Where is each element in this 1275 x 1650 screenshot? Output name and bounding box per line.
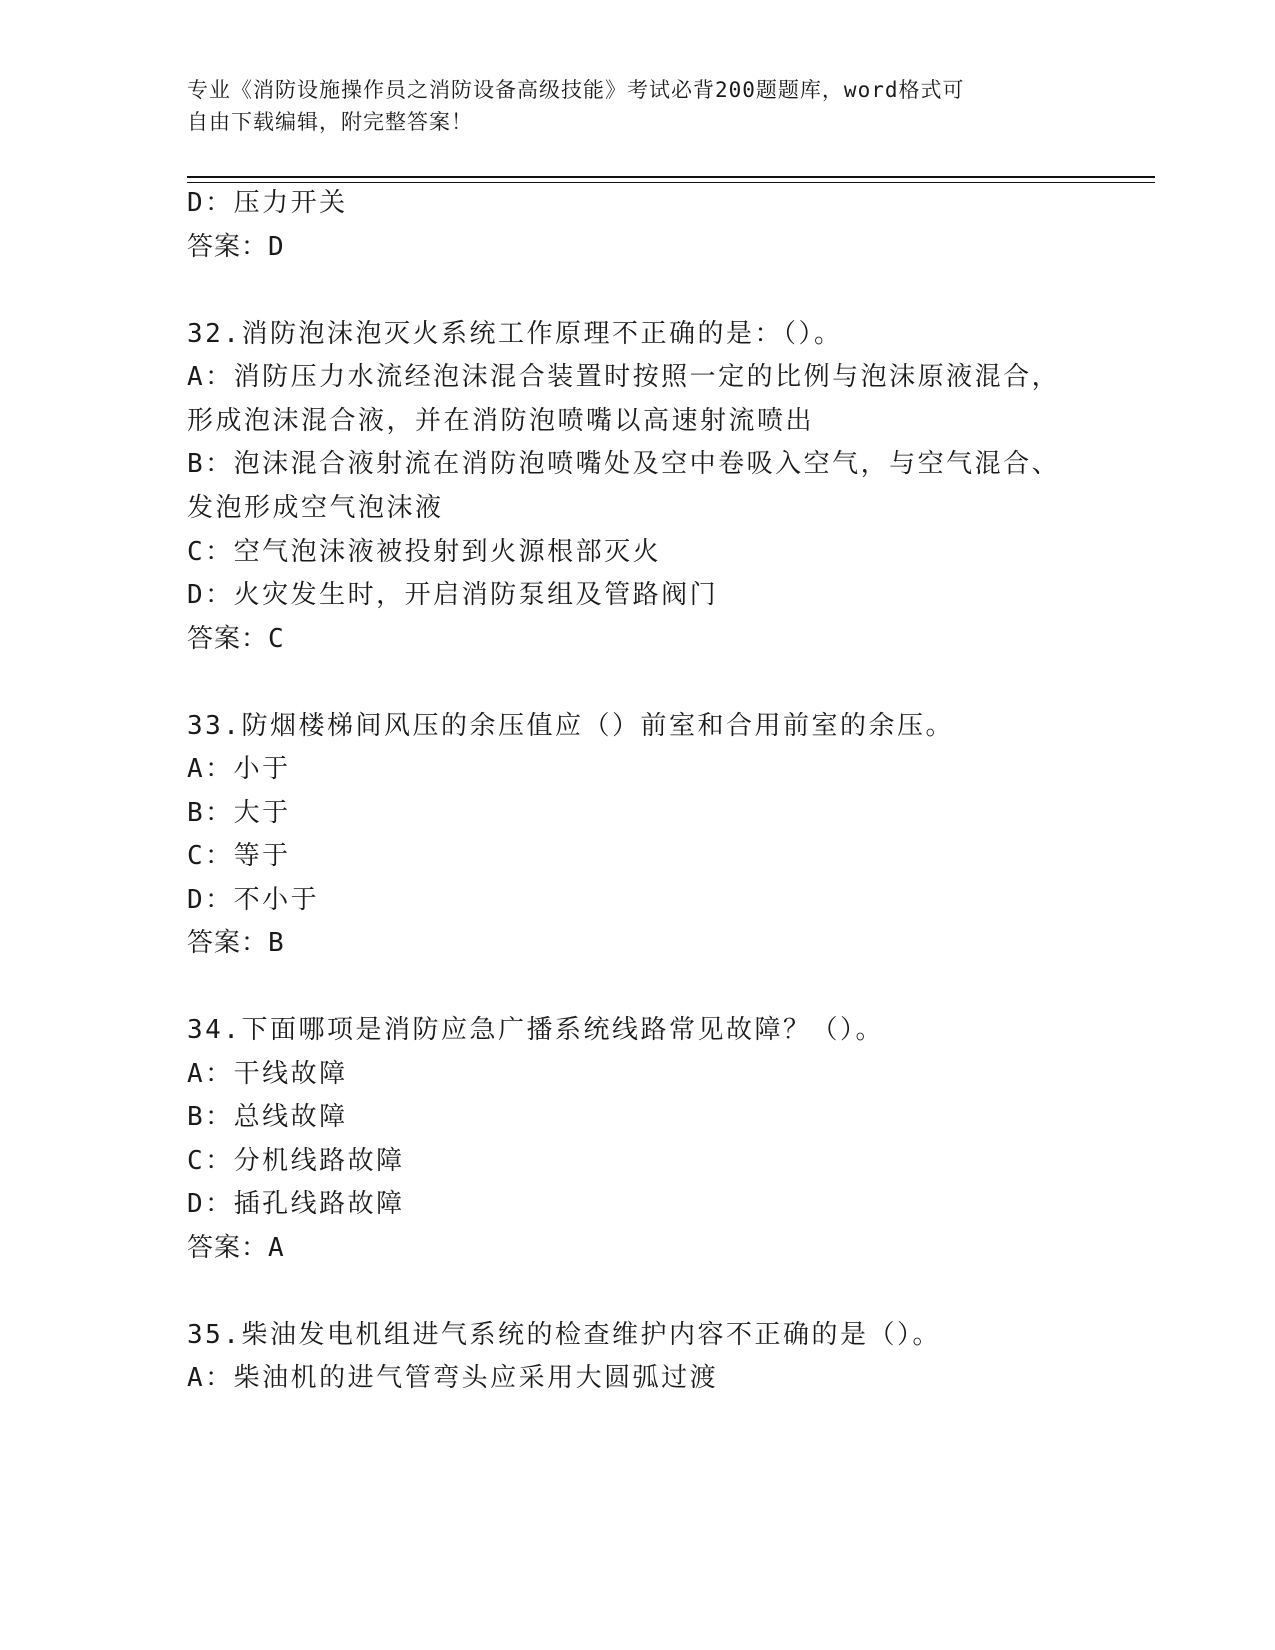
q33-option-a: A：小于 bbox=[187, 754, 291, 784]
q33-option-d: D：不小于 bbox=[187, 885, 320, 915]
q32-stem: 32.消防泡沫泡灭火系统工作原理不正确的是：（）。 bbox=[187, 319, 843, 349]
q33-option-c: C：等于 bbox=[187, 841, 291, 871]
q34-option-b: B：总线故障 bbox=[187, 1102, 348, 1132]
q33-stem: 33.防烟楼梯间风压的余压值应（）前室和合用前室的余压。 bbox=[187, 711, 954, 741]
q32-option-c: C：空气泡沫液被投射到火源根部灭火 bbox=[187, 537, 662, 567]
q34-option-d: D：插孔线路故障 bbox=[187, 1189, 405, 1219]
q32-option-b-line1: B：泡沫混合液射流在消防泡喷嘴处及空中卷吸入空气，与空气混合、 bbox=[187, 449, 1061, 479]
q34-option-a: A：干线故障 bbox=[187, 1059, 348, 1089]
q33-option-b: B：大于 bbox=[187, 798, 291, 828]
q32-option-a-line2: 形成泡沫混合液，并在消防泡喷嘴以高速射流喷出 bbox=[187, 406, 815, 436]
q35-option-a: A：柴油机的进气管弯头应采用大圆弧过渡 bbox=[187, 1363, 719, 1393]
document-header bbox=[187, 74, 1067, 138]
q33-answer: 答案：B bbox=[187, 928, 285, 958]
q34-answer: 答案：A bbox=[187, 1233, 285, 1263]
header-divider-thin bbox=[187, 182, 1155, 183]
prev-answer: 答案：D bbox=[187, 232, 285, 262]
header-line-1: 专业《消防设施操作员之消防设备高级技能》考试必背200题题库，word格式可 bbox=[187, 78, 965, 102]
q32-option-d: D：火灾发生时，开启消防泵组及管路阀门 bbox=[187, 580, 719, 610]
q35-stem: 35.柴油发电机组进气系统的检查维护内容不正确的是（）。 bbox=[187, 1320, 941, 1350]
q32-option-b-line2: 发泡形成空气泡沫液 bbox=[187, 493, 444, 523]
prev-option-d: D：压力开关 bbox=[187, 188, 348, 218]
q34-option-c: C：分机线路故障 bbox=[187, 1146, 405, 1176]
q34-stem: 34.下面哪项是消防应急广播系统线路常见故障？（）。 bbox=[187, 1015, 884, 1045]
q32-option-a-line1: A：消防压力水流经泡沫混合装置时按照一定的比例与泡沫原液混合， bbox=[187, 362, 1061, 392]
header-divider-thick bbox=[187, 176, 1155, 178]
header-line-2: 自由下载编辑，附完整答案！ bbox=[187, 110, 473, 134]
q32-answer: 答案：C bbox=[187, 624, 285, 654]
